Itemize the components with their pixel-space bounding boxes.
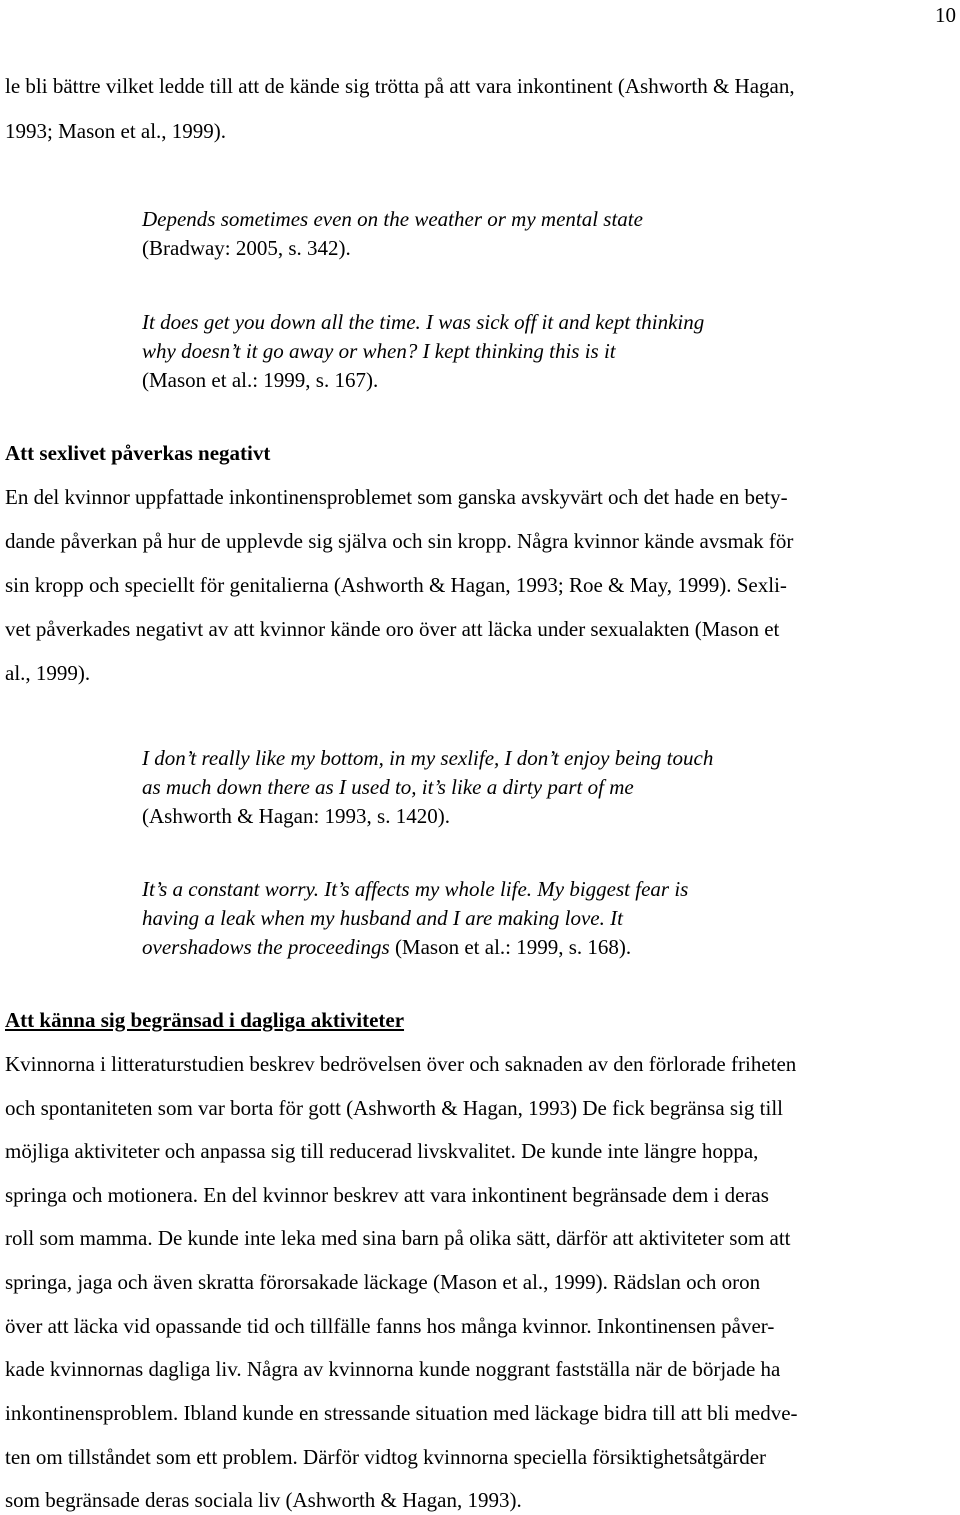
quote-line <box>142 774 634 800</box>
body-line: roll som mamma. De kunde inte leka med sina barn på olika sätt, därför att aktiviteter som att <box>5 1226 791 1250</box>
body-line: dande påverkan på hur de upplevde sig själva och sin kropp. Några kvinnor kände avsmak för <box>5 529 794 553</box>
body-line: Kvinnorna i litteraturstudien beskrev bedrövelsen över och saknaden av den förlorade friheten <box>5 1052 797 1076</box>
quote-text: It’s a constant worry. It’s affects my whole life. My biggest fear is <box>142 877 689 901</box>
quote-text: why doesn’t it go away or when? I kept thinking this is it <box>142 339 616 363</box>
quote-text: Depends sometimes even on the weather or my mental state <box>142 207 643 231</box>
body-line: En del kvinnor uppfattade inkontinensproblemet som ganska avskyvärt och det hade en bety- <box>5 485 788 509</box>
quote-line <box>142 745 713 771</box>
section-heading: Att känna sig begränsad i dagliga aktiviteter <box>5 1008 405 1032</box>
body-line: möjliga aktiviteter och anpassa sig till reducerad livskvalitet. De kunde inte längre hoppa, <box>5 1139 759 1163</box>
body-line: springa, jaga och även skratta förorsakade läckage (Mason et al., 1999). Rädslan och oron <box>5 1270 761 1294</box>
body-line: al., 1999). <box>5 661 91 685</box>
quote-text: as much down there as I used to, it’s like a dirty part of me <box>142 775 634 799</box>
body-line: 1993; Mason et al., 1999). <box>5 119 227 143</box>
body-line: över att läcka vid opassande tid och tillfälle fanns hos många kvinnor. Inkontinensen påver- <box>5 1314 775 1338</box>
quote-line <box>142 206 643 232</box>
page-number: 10 <box>935 3 956 27</box>
quote-citation: (Bradway: 2005, s. 342). <box>142 236 351 260</box>
body-line: och spontaniteten som var borta för gott (Ashworth & Hagan, 1993) De fick begränsa sig till <box>5 1096 783 1120</box>
body-line: sin kropp och speciellt för genitalierna (Ashworth & Hagan, 1993; Roe & May, 1999). Sexli- <box>5 573 787 597</box>
quote-line <box>142 876 688 902</box>
quote-line <box>142 338 616 364</box>
quote-line <box>142 905 623 931</box>
body-line: kade kvinnornas dagliga liv. Några av kvinnorna kunde noggrant fastställa när de började ha <box>5 1357 781 1381</box>
body-line: som begränsade deras sociala liv (Ashworth & Hagan, 1993). <box>5 1488 522 1512</box>
quote-citation: (Mason et al.: 1999, s. 168). <box>389 935 632 959</box>
body-line: inkontinensproblem. Ibland kunde en stressande situation med läckage bidra till att bli medve- <box>5 1401 798 1425</box>
quote-text: It does get you down all the time. I was sick off it and kept thinking <box>142 310 705 334</box>
quote-text: having a leak when my husband and I are making love. It <box>142 906 623 930</box>
quote-line <box>142 934 631 960</box>
body-line: springa och motionera. En del kvinnor beskrev att vara inkontinent begränsade dem i deras <box>5 1183 769 1207</box>
section-heading: Att sexlivet påverkas negativt <box>5 441 271 465</box>
quote-citation: (Mason et al.: 1999, s. 167). <box>142 368 379 392</box>
body-line: le bli bättre vilket ledde till att de kände sig trötta på att vara inkontinent (Ashworth & Hagan, <box>5 74 795 98</box>
body-line: ten om tillståndet som ett problem. Därför vidtog kvinnorna speciella försiktighetsåtgärder <box>5 1445 767 1469</box>
body-line: vet påverkades negativt av att kvinnor kände oro över att läcka under sexualakten (Mason et <box>5 617 780 641</box>
quote-citation: (Ashworth & Hagan: 1993, s. 1420). <box>142 804 450 828</box>
quote-text: overshadows the proceedings <box>142 935 390 959</box>
quote-text: I don’t really like my bottom, in my sexlife, I don’t enjoy being touch <box>142 746 714 770</box>
quote-line <box>142 309 704 335</box>
